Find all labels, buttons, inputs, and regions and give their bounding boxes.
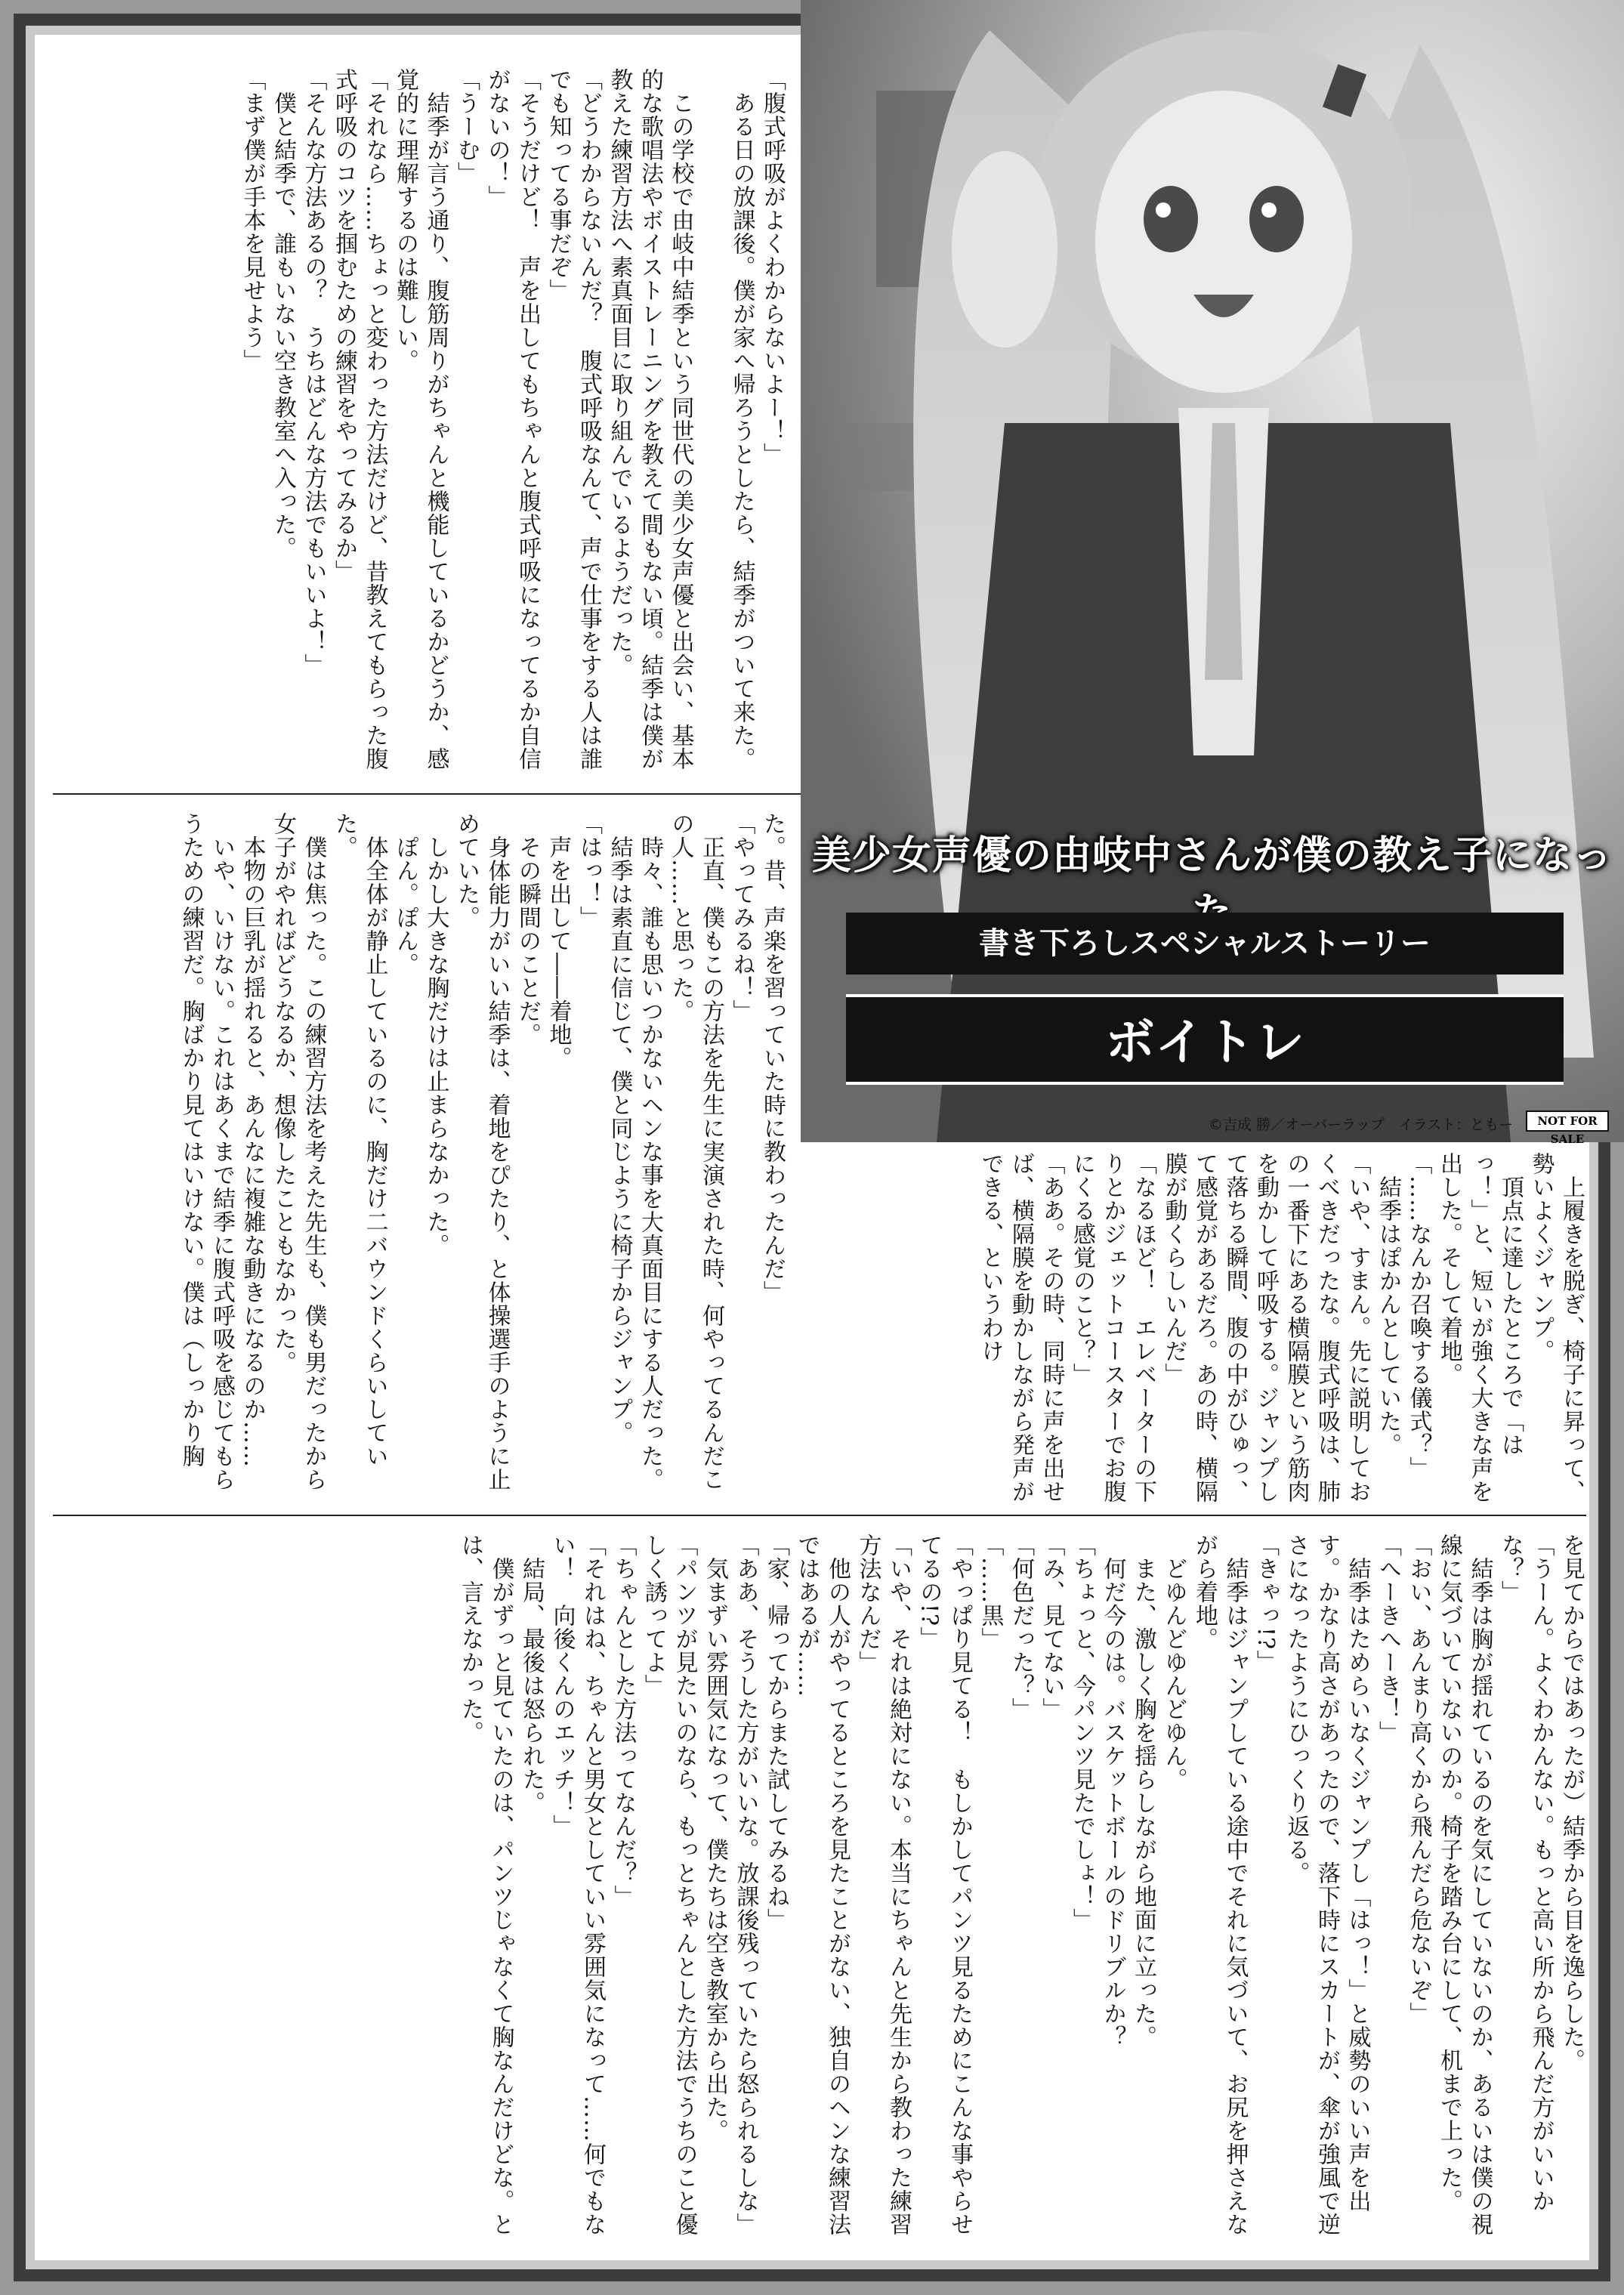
story-title-banner: ボイトレ bbox=[846, 994, 1564, 1085]
not-for-sale-badge: NOT FOR SALE bbox=[1526, 1110, 1609, 1132]
story-text-block-1: 「腹式呼吸がよくわからないよー！」 ある日の放課後。僕が家へ帰ろうとしたら、結季がついて来た。 この学校で由岐中結季という同世代の美少女声優と出会い、基本的な歌唱法やボイストレーニングを教えて間もない頃。結季は僕が教えた練習方法へ素真面目に取り組んでいるようだった。 「どうわからないんだ？ 腹式呼吸なんて、声で仕事をする人は誰でも知ってる事だぞ」 「そうだけど！ 声を出してもちゃんと腹式呼吸になってるか自信がないの！」 「うーむ」 結季が言う通り、腹筋周りがちゃんと機能しているかどうか、感覚的に理解するのは難しい。 「それなら……ちょっと変わった方法だけど、昔教えてもらった腹式呼吸のコツを掴むための練習をやってみるか」 「そんな方法あるの？ うちはどんな方法でもいいよ！」 僕と結季で、誰もいない空き教室へ入った。 「まず僕が手本を見せよう」 bbox=[239, 68, 786, 771]
row-divider-1 bbox=[53, 793, 801, 795]
story-text-block-4: を見てからではあったが）結季から目を逸らした。 「うーん。よくわかんない。もっと高い所から飛んだ方がいいかな？」 結季は胸が揺れているのを気にしていないのか、あるいは僕の視線に気づいていないのか。椅子を踏み台にして、机まで上った。 「おい、あんまり高くから飛んだら危ないぞ」 「へーきへーき！」 結季はためらいなくジャンプし「はっ！」と威勢のいい声を出す。かなり高さがあったので、落下時にスカートが、傘が強風で逆さになったようにひっくり返る。 「きゃっ!?」 結季はジャンプしている途中でそれに気づいて、お尻を押さえながら着地。 どゆんどゆんどゆん。 また、激しく胸を揺らしながら地面に立った。 何だ今のは。バスケットボールのドリブルか？ 「ちょっと、今パンツ見たでしょ！」 「み、見てない」 「何色だった？」 「……黒」 「やっぱり見てる！ もしかしてパンツ見るためにこんな事やらせてるの!?」 「いや、それは絶対にない。本当にちゃんと先生から教わった練習方法なんだ」 他の人がやってるところを見たことがない、独自のヘンな練習法ではあるが…… 「家、帰ってからまた試してみるね」 「ああ、そうした方がいいな。放課後残っていたら怒られるしな」 気まずい雰囲気になって、僕たちは空き教室から出た。 「パンツが見たいのなら、もっとちゃんとした方法でうちのこと優しく誘ってよ」 「ちゃんとした方法ってなんだ？」 「それはね、ちゃんと男女としていい雰囲気になって……何でもない！ 向後くんのエッチ！」 結局、最後は怒られた。 僕がずっと見ていたのは、パンツじゃなくて胸なんだけどな。とは、言えなかった。 bbox=[457, 1534, 1585, 2236]
story-text-block-2: た。昔、声楽を習っていた時に教わったんだ」 「やってみるね！」 正直、僕もこの方法を先生に実演された時、何やってるんだこの人……と思った。 時々、誰も思いつかないヘンな事を大真面目にする人だった。 結季は素直に信じて、僕と同じように椅子からジャンプ。 「はっ！」 声を出して――着地。 その瞬間のことだ。 身体能力がいい結季は、着地をぴたり、と体操選手のように止めていた。 しかし大きな胸だけは止まらなかった。 ぽん。ぽん。 体全体が静止しているのに、胸だけ二バウンドくらいしていた。 僕は焦った。この練習方法を考えた先生も、僕も男だったから女子がやればどうなるか、想像したこともなかった。 本物の巨乳が揺れると、あんなに複雑な動きになるのか…… いや、いけない。これはあくまで結季に腹式呼吸を感じてもらうための練習だ。胸ばかり見てはいけない。僕は（しっかり胸 bbox=[178, 812, 786, 1491]
row-divider-2 bbox=[53, 1515, 1586, 1516]
light-novel-title: 美少女声優の由岐中さんが僕の教え子になっ bbox=[811, 833, 1613, 879]
story-text-block-3: 上履きを脱ぎ、椅子に昇って、勢いよくジャンプ。 頂点に達したところで「はっ！」と、短いが強く大きな声を出した。そして着地。 「……なんか召喚する儀式？」 結季はぽかんとしていた。 「いや、すまん。先に説明しておくべきだったな。腹式呼吸は、肺の一番下にある横隔膜という筋肉を動かして呼吸する。ジャンプして落ちる瞬間、腹の中がひゅっ、て感覚があるだろ。あの時、横隔膜が動くらしいんだ」 「なるほど！ エレベーターの下りとかジェットコースターでお腹にくる感覚のこと？」 「ああ。その時、同時に声を出せば、横隔膜を動かしながら発声ができる、というわけ bbox=[977, 1152, 1585, 1503]
story-subtitle-banner: 書き下ろしスペシャルストーリー bbox=[846, 913, 1564, 975]
copyright-credit: ©吉成 勝／オーバーラップ イラスト：ともー bbox=[1209, 1117, 1514, 1133]
